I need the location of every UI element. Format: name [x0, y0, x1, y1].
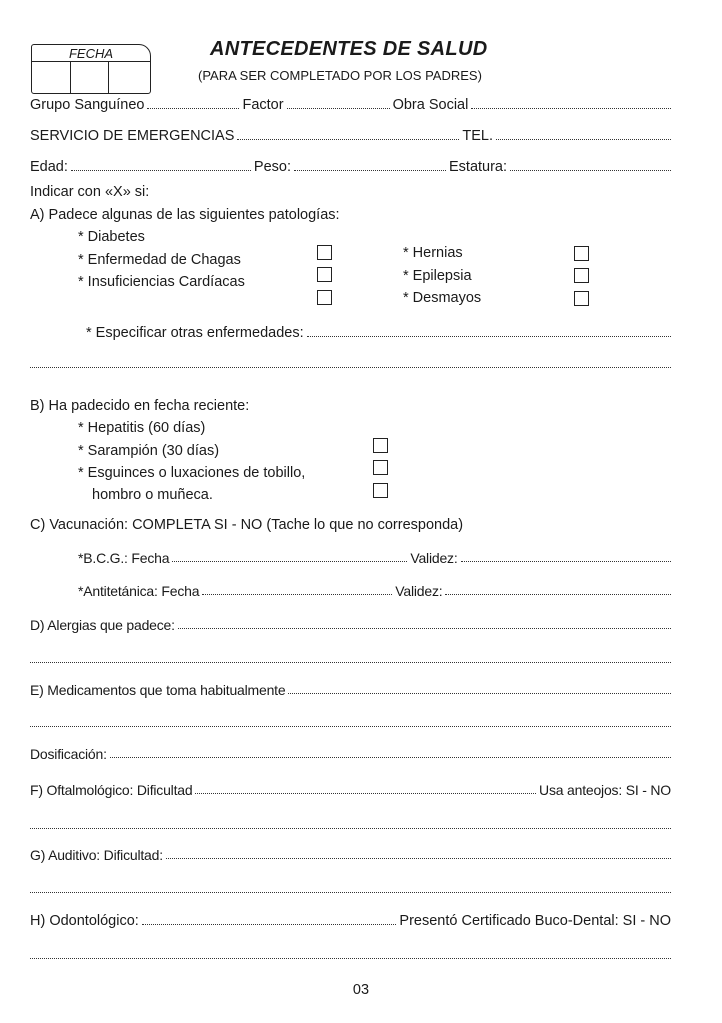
chagas-label: * Enfermedad de Chagas — [78, 252, 241, 268]
desmayos-checkbox[interactable] — [574, 291, 589, 306]
hernias-label: * Hernias — [403, 245, 463, 261]
section-a-heading: A) Padece algunas de las siguientes patologías: — [30, 207, 340, 223]
antitetanica-label: *Antitetánica: Fecha — [78, 583, 200, 599]
section-c-heading: C) Vacunación: COMPLETA SI - NO (Tache lo que no corresponda) — [30, 517, 464, 533]
grupo-sanguineo-label: Grupo Sanguíneo — [30, 97, 145, 113]
factor-field[interactable] — [287, 108, 390, 109]
estatura-label: Estatura: — [449, 159, 508, 175]
peso-field[interactable] — [294, 170, 446, 171]
fecha-month-cell[interactable] — [108, 62, 109, 93]
desmayos-label: * Desmayos — [403, 290, 482, 306]
oftalmologico-label: F) Oftalmológico: Dificultad — [30, 782, 193, 798]
tel-label: TEL. — [462, 128, 494, 144]
odontologico-line[interactable] — [30, 958, 671, 959]
esguinces-label-cont: hombro o muñeca. — [92, 487, 213, 503]
cardiacas-checkbox[interactable] — [317, 267, 332, 282]
page-subtitle: (PARA SER COMPLETADO POR LOS PADRES) — [198, 68, 482, 83]
antitetanica-validez-field[interactable] — [445, 594, 671, 595]
certificado-label: Presentó Certificado Buco-Dental: SI - NO — [399, 913, 671, 929]
medicamentos-label: E) Medicamentos que toma habitualmente — [30, 682, 286, 698]
antitetanica-fecha-field[interactable] — [202, 594, 392, 595]
otras-enfermedades-field[interactable] — [307, 336, 671, 337]
auditivo-label: G) Auditivo: Dificultad: — [30, 847, 163, 863]
dosificacion-row — [30, 746, 671, 762]
antitetanica-validez-label: Validez: — [395, 583, 443, 599]
esguinces-label: * Esguinces o luxaciones de tobillo, — [78, 465, 306, 481]
alergias-row — [30, 617, 671, 633]
bcg-row — [78, 550, 671, 566]
page-number: 03 — [352, 982, 370, 998]
bcg-validez-field[interactable] — [461, 561, 671, 562]
alergias-label: D) Alergias que padece: — [30, 617, 175, 633]
bcg-fecha-field[interactable] — [172, 561, 407, 562]
sarampion-label: * Sarampión (30 días) — [78, 443, 220, 459]
obra-social-field[interactable] — [471, 108, 671, 109]
otras-enfermedades-line[interactable] — [30, 367, 671, 368]
blood-row — [30, 97, 671, 113]
section-b-heading: B) Ha padecido en fecha reciente: — [30, 398, 250, 414]
estatura-field[interactable] — [510, 170, 671, 171]
auditivo-line[interactable] — [30, 892, 671, 893]
grupo-sanguineo-field[interactable] — [147, 108, 239, 109]
epilepsia-checkbox[interactable] — [574, 268, 589, 283]
tel-field[interactable] — [496, 139, 671, 140]
cardiacas-label: * Insuficiencias Cardíacas — [78, 274, 245, 290]
alergias-line[interactable] — [30, 662, 671, 663]
hernias-checkbox[interactable] — [574, 246, 589, 261]
body-row — [30, 159, 671, 175]
edad-field[interactable] — [71, 170, 251, 171]
odontologico-label: H) Odontológico: — [30, 913, 139, 929]
otras-enfermedades-label: * Especificar otras enfermedades: — [86, 325, 304, 341]
fecha-label: FECHA — [32, 45, 150, 62]
dosificacion-label: Dosificación: — [30, 746, 107, 762]
dosificacion-field[interactable] — [110, 757, 671, 758]
odontologico-row — [30, 913, 671, 929]
medicamentos-line[interactable] — [30, 726, 671, 727]
extra-checkbox[interactable] — [317, 290, 332, 305]
odontologico-field[interactable] — [142, 924, 397, 925]
esguinces-checkbox[interactable] — [373, 483, 388, 498]
anteojos-label: Usa anteojos: SI - NO — [539, 782, 671, 798]
otras-row — [86, 325, 671, 341]
diabetes-label: * Diabetes — [78, 229, 145, 245]
servicio-emergencias-field[interactable] — [237, 139, 459, 140]
emergency-row — [30, 128, 671, 144]
fecha-box — [31, 44, 151, 94]
auditivo-row — [30, 847, 671, 863]
antitetanica-row — [78, 583, 671, 599]
edad-label: Edad: — [30, 159, 68, 175]
chagas-checkbox[interactable] — [317, 245, 332, 260]
bcg-validez-label: Validez: — [410, 550, 458, 566]
alergias-field[interactable] — [178, 628, 671, 629]
factor-label: Factor — [242, 97, 284, 113]
instruction-text: Indicar con «X» si: — [30, 184, 150, 200]
oftalmologico-row — [30, 782, 671, 798]
medicamentos-row — [30, 682, 671, 698]
medicamentos-field[interactable] — [288, 693, 671, 694]
auditivo-field[interactable] — [166, 858, 671, 859]
oftalmologico-line[interactable] — [30, 828, 671, 829]
fecha-day-cell[interactable] — [70, 62, 71, 93]
bcg-label: *B.C.G.: Fecha — [78, 550, 170, 566]
sarampion-checkbox[interactable] — [373, 460, 388, 475]
oftalmologico-field[interactable] — [195, 793, 536, 794]
page-title: ANTECEDENTES DE SALUD — [210, 38, 488, 60]
hepatitis-checkbox[interactable] — [373, 438, 388, 453]
obra-social-label: Obra Social — [392, 97, 469, 113]
peso-label: Peso: — [253, 159, 291, 175]
epilepsia-label: * Epilepsia — [403, 268, 472, 284]
hepatitis-label: * Hepatitis (60 días) — [78, 420, 206, 436]
servicio-emergencias-label: SERVICIO DE EMERGENCIAS — [30, 128, 235, 144]
